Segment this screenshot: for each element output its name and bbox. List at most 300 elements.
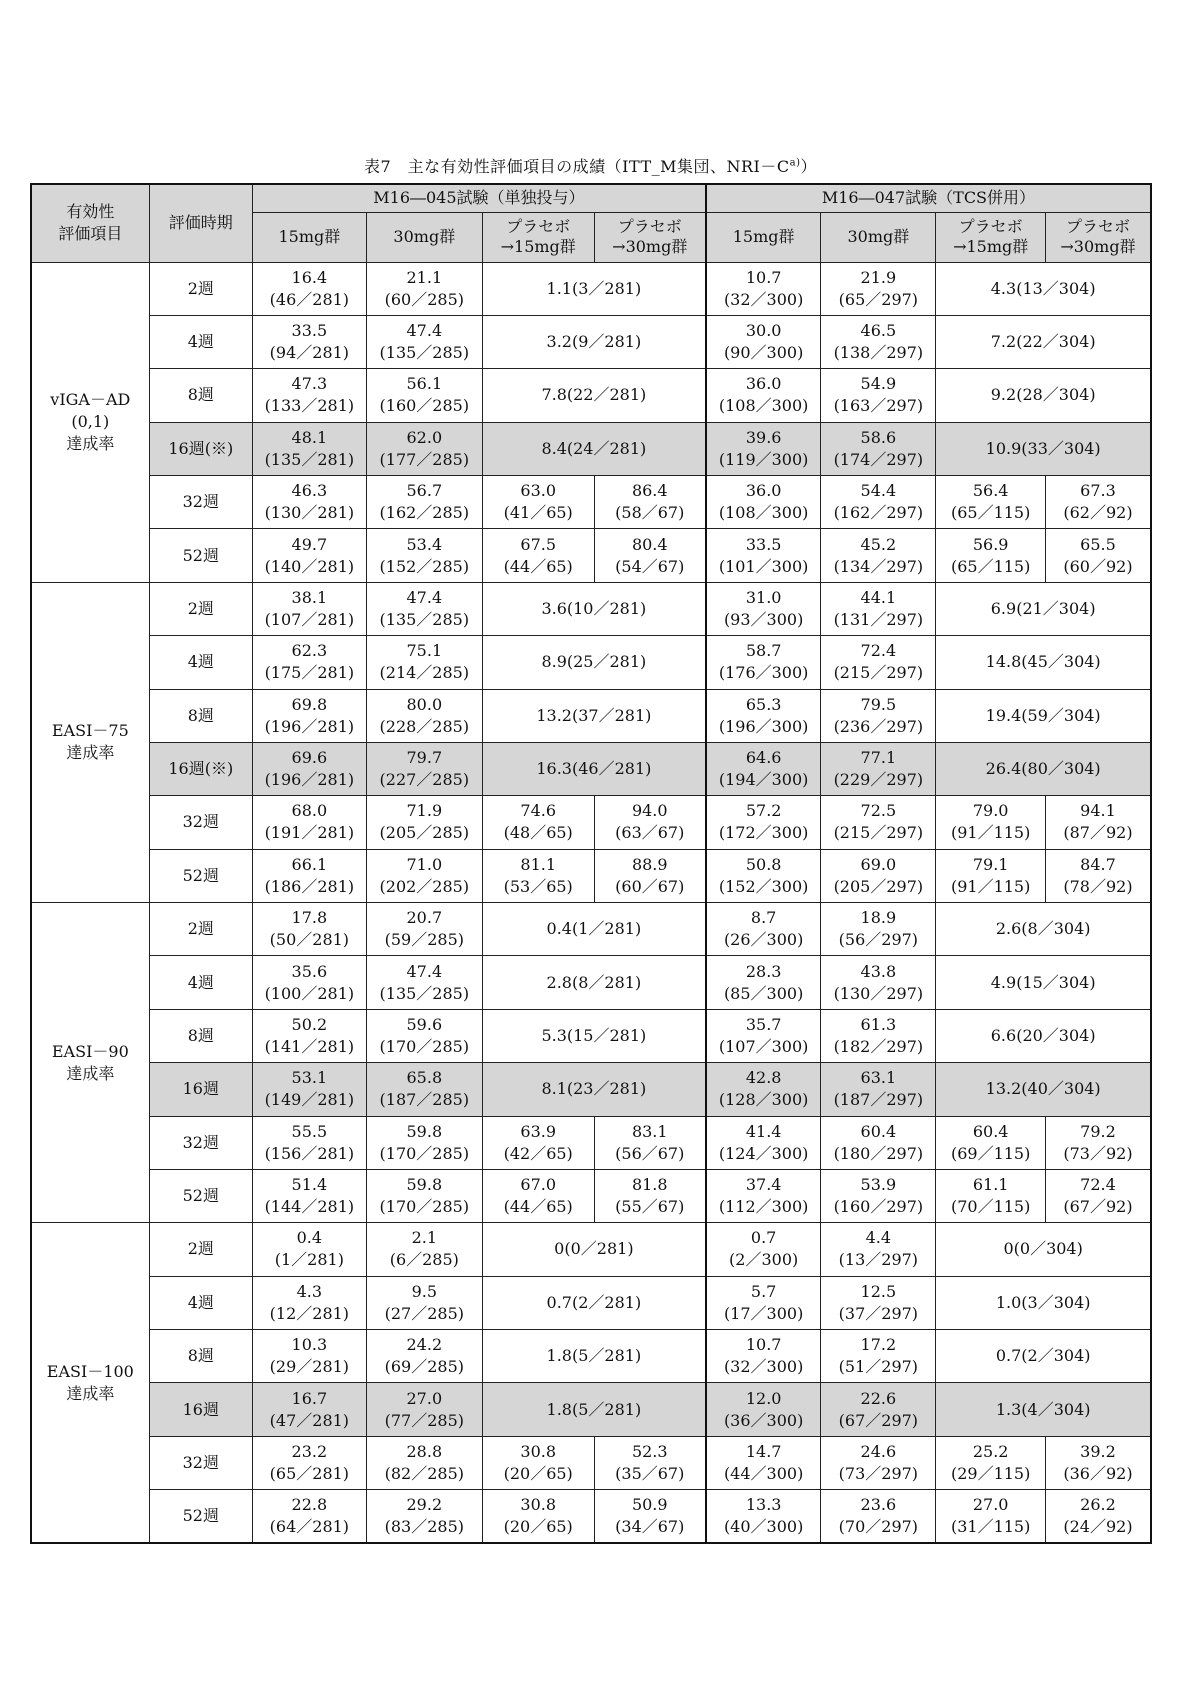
percent-value: 56.4 [972, 481, 1009, 501]
count-ratio: (128／300) [718, 1090, 809, 1110]
percent-value: 67.5 [520, 534, 557, 554]
percent-value: 30.0 [745, 321, 782, 341]
count-ratio: (236／297) [833, 716, 924, 736]
count-ratio: (46／281) [269, 289, 350, 309]
percent-value: 21.9 [860, 267, 897, 287]
value-cell [482, 796, 594, 849]
timepoint-label: 2週 [149, 1223, 252, 1276]
percent-value: 4.3 [296, 1281, 323, 1301]
count-ratio: (47／281) [269, 1410, 350, 1430]
count-ratio: (130／281) [264, 503, 355, 523]
value-cell [821, 903, 936, 956]
header-group-7: プラセボ →30mg群 [1045, 212, 1151, 262]
count-ratio: (215／297) [833, 823, 924, 843]
count-ratio: (85／300) [723, 983, 804, 1003]
placebo-value-cell: 2.8(8／281) [482, 956, 706, 1009]
percent-value: 50.2 [291, 1014, 328, 1034]
percent-value: 59.8 [406, 1121, 443, 1141]
percent-value: 66.1 [291, 854, 328, 874]
timepoint-label: 2週 [149, 903, 252, 956]
timepoint-label: 4週 [149, 636, 252, 689]
value-cell [252, 315, 366, 368]
count-ratio: (134／297) [833, 556, 924, 576]
endpoint-label: EASI－100 達成率 [31, 1223, 149, 1543]
count-ratio: (131／297) [833, 609, 924, 629]
value-cell [252, 369, 366, 422]
placebo-value-cell: 7.8(22／281) [482, 369, 706, 422]
placebo-value-cell: 0(0／281) [482, 1223, 706, 1276]
value-cell [252, 262, 366, 315]
value-cell [706, 422, 821, 475]
percent-value: 28.8 [406, 1441, 443, 1461]
value-cell [821, 1116, 936, 1169]
value-cell [594, 529, 706, 582]
placebo-value-cell: 2.6(8／304) [936, 903, 1151, 956]
value-cell [1045, 1116, 1151, 1169]
count-ratio: (156／281) [264, 1143, 355, 1163]
percent-value: 52.3 [631, 1441, 668, 1461]
header-study-045: M16―045試験（単独投与） [252, 184, 706, 212]
percent-value: 65.5 [1080, 534, 1116, 554]
placebo-value-cell: 6.9(21／304) [936, 582, 1151, 635]
value-cell [252, 1223, 366, 1276]
caption-text: 表7 主な有効性評価項目の成績（ITT_M集団、NRI－C [363, 157, 790, 176]
table-row [31, 1116, 1151, 1169]
count-ratio: (6／285) [389, 1250, 459, 1270]
endpoint-label: vIGA－AD (0,1) 達成率 [31, 262, 149, 582]
count-ratio: (65／115) [950, 556, 1031, 576]
value-cell [706, 796, 821, 849]
percent-value: 55.5 [291, 1121, 328, 1141]
value-cell [706, 262, 821, 315]
count-ratio: (196／300) [718, 716, 809, 736]
value-cell [821, 956, 936, 1009]
value-cell [252, 1436, 366, 1489]
count-ratio: (205／297) [833, 876, 924, 896]
percent-value: 61.3 [860, 1014, 897, 1034]
value-cell [706, 1276, 821, 1329]
percent-value: 67.3 [1080, 481, 1116, 501]
percent-value: 25.2 [972, 1441, 1009, 1461]
count-ratio: (172／300) [718, 823, 809, 843]
value-cell [252, 529, 366, 582]
value-cell [706, 529, 821, 582]
count-ratio: (141／281) [264, 1036, 355, 1056]
count-ratio: (53／65) [503, 876, 573, 896]
count-ratio: (13／297) [838, 1250, 919, 1270]
percent-value: 65.8 [406, 1068, 443, 1088]
value-cell [366, 262, 482, 315]
value-cell [366, 1276, 482, 1329]
count-ratio: (60／67) [615, 876, 685, 896]
count-ratio: (40／300) [723, 1517, 804, 1537]
value-cell [482, 1116, 594, 1169]
count-ratio: (51／297) [838, 1357, 919, 1377]
placebo-value-cell: 16.3(46／281) [482, 742, 706, 795]
count-ratio: (44／65) [503, 1197, 573, 1217]
count-ratio: (90／300) [723, 343, 804, 363]
percent-value: 41.4 [745, 1121, 782, 1141]
count-ratio: (42／65) [503, 1143, 573, 1163]
table-row [31, 1169, 1151, 1222]
count-ratio: (94／281) [269, 343, 350, 363]
placebo-value-cell: 19.4(59／304) [936, 689, 1151, 742]
count-ratio: (17／300) [723, 1303, 804, 1323]
value-cell [366, 689, 482, 742]
timepoint-label: 4週 [149, 315, 252, 368]
count-ratio: (144／281) [264, 1197, 355, 1217]
percent-value: 14.7 [745, 1441, 782, 1461]
timepoint-label: 8週 [149, 1009, 252, 1062]
percent-value: 68.0 [291, 801, 328, 821]
percent-value: 74.6 [520, 801, 557, 821]
percent-value: 54.9 [860, 374, 897, 394]
percent-value: 44.1 [860, 587, 897, 607]
placebo-value-cell: 26.4(80／304) [936, 742, 1151, 795]
timepoint-label: 52週 [149, 849, 252, 902]
efficacy-results-table [30, 183, 1152, 1544]
count-ratio: (93／300) [723, 609, 804, 629]
count-ratio: (177／285) [379, 449, 470, 469]
value-cell [252, 742, 366, 795]
percent-value: 10.3 [291, 1335, 328, 1355]
table-row [31, 369, 1151, 422]
percent-value: 51.4 [291, 1175, 328, 1195]
placebo-value-cell: 4.9(15／304) [936, 956, 1151, 1009]
value-cell [821, 262, 936, 315]
placebo-value-cell: 6.6(20／304) [936, 1009, 1151, 1062]
count-ratio: (124／300) [718, 1143, 809, 1163]
percent-value: 79.7 [406, 748, 443, 768]
count-ratio: (228／285) [379, 716, 470, 736]
count-ratio: (174／297) [833, 449, 924, 469]
value-cell [366, 956, 482, 1009]
count-ratio: (152／285) [379, 556, 470, 576]
count-ratio: (69／115) [950, 1143, 1031, 1163]
value-cell [706, 1490, 821, 1543]
timepoint-label: 52週 [149, 529, 252, 582]
count-ratio: (133／281) [264, 396, 355, 416]
count-ratio: (170／285) [379, 1143, 470, 1163]
percent-value: 30.8 [520, 1441, 557, 1461]
count-ratio: (69／285) [384, 1357, 464, 1377]
percent-value: 54.4 [860, 481, 897, 501]
value-cell [252, 1063, 366, 1116]
count-ratio: (60／92) [1063, 556, 1133, 576]
count-ratio: (135／285) [379, 983, 470, 1003]
count-ratio: (65／281) [269, 1463, 350, 1483]
count-ratio: (87／92) [1063, 823, 1133, 843]
percent-value: 47.4 [406, 321, 443, 341]
table-row [31, 1276, 1151, 1329]
percent-value: 16.7 [291, 1388, 328, 1408]
percent-value: 12.5 [860, 1281, 897, 1301]
value-cell [594, 1116, 706, 1169]
count-ratio: (1／281) [274, 1250, 344, 1270]
timepoint-label: 8週 [149, 369, 252, 422]
percent-value: 10.7 [745, 267, 782, 287]
value-cell [821, 422, 936, 475]
count-ratio: (65／297) [838, 289, 919, 309]
header-study-047: M16―047試験（TCS併用） [706, 184, 1151, 212]
count-ratio: (70／297) [838, 1517, 919, 1537]
percent-value: 56.1 [406, 374, 443, 394]
percent-value: 18.9 [860, 908, 897, 928]
value-cell [594, 849, 706, 902]
percent-value: 81.1 [520, 854, 557, 874]
count-ratio: (202／285) [379, 876, 470, 896]
value-cell [936, 1436, 1046, 1489]
placebo-value-cell: 7.2(22／304) [936, 315, 1151, 368]
count-ratio: (215／297) [833, 663, 924, 683]
value-cell [252, 1276, 366, 1329]
timepoint-label: 2週 [149, 582, 252, 635]
count-ratio: (54／67) [615, 556, 685, 576]
count-ratio: (187／285) [379, 1090, 470, 1110]
count-ratio: (34／67) [615, 1517, 685, 1537]
value-cell [252, 796, 366, 849]
percent-value: 57.2 [745, 801, 782, 821]
value-cell [821, 1169, 936, 1222]
percent-value: 72.4 [860, 641, 897, 661]
percent-value: 50.9 [631, 1495, 668, 1515]
count-ratio: (83／285) [384, 1517, 464, 1537]
value-cell [706, 476, 821, 529]
table-caption [0, 154, 1181, 177]
percent-value: 0.7 [750, 1228, 777, 1248]
count-ratio: (196／281) [264, 770, 355, 790]
percent-value: 17.8 [291, 908, 328, 928]
value-cell [706, 315, 821, 368]
percent-value: 79.1 [972, 854, 1009, 874]
timepoint-label: 4週 [149, 956, 252, 1009]
value-cell [366, 636, 482, 689]
percent-value: 43.8 [860, 961, 897, 981]
value-cell [821, 369, 936, 422]
percent-value: 46.3 [291, 481, 328, 501]
value-cell [366, 582, 482, 635]
value-cell [482, 849, 594, 902]
value-cell [706, 636, 821, 689]
value-cell [482, 1436, 594, 1489]
placebo-value-cell: 8.4(24／281) [482, 422, 706, 475]
count-ratio: (138／297) [833, 343, 924, 363]
percent-value: 30.8 [520, 1495, 557, 1515]
count-ratio: (160／285) [379, 396, 470, 416]
percent-value: 80.0 [406, 694, 443, 714]
value-cell [252, 849, 366, 902]
value-cell [936, 849, 1046, 902]
count-ratio: (196／281) [264, 716, 355, 736]
percent-value: 37.4 [745, 1175, 782, 1195]
table-row [31, 1330, 1151, 1383]
count-ratio: (135／281) [264, 449, 355, 469]
percent-value: 36.0 [745, 481, 782, 501]
percent-value: 62.0 [406, 427, 443, 447]
value-cell [366, 1223, 482, 1276]
percent-value: 35.6 [291, 961, 328, 981]
count-ratio: (149／281) [264, 1090, 355, 1110]
value-cell [936, 476, 1046, 529]
placebo-value-cell: 1.8(5／281) [482, 1383, 706, 1436]
percent-value: 94.1 [1080, 801, 1116, 821]
percent-value: 86.4 [631, 481, 668, 501]
count-ratio: (29／281) [269, 1357, 350, 1377]
timepoint-label: 8週 [149, 689, 252, 742]
count-ratio: (227／285) [379, 770, 470, 790]
percent-value: 8.7 [750, 908, 777, 928]
count-ratio: (112／300) [718, 1197, 809, 1217]
percent-value: 71.9 [406, 801, 443, 821]
count-ratio: (32／300) [723, 1357, 804, 1377]
count-ratio: (2／300) [729, 1250, 799, 1270]
count-ratio: (44／300) [723, 1463, 804, 1483]
table-row [31, 1223, 1151, 1276]
percent-value: 16.4 [291, 267, 328, 287]
value-cell [821, 1436, 936, 1489]
value-cell [706, 903, 821, 956]
percent-value: 0.4 [296, 1228, 323, 1248]
endpoint-label: EASI－75 達成率 [31, 582, 149, 902]
placebo-value-cell: 1.3(4／304) [936, 1383, 1151, 1436]
value-cell [252, 1009, 366, 1062]
percent-value: 47.4 [406, 961, 443, 981]
percent-value: 77.1 [860, 748, 897, 768]
percent-value: 62.3 [291, 641, 328, 661]
value-cell [594, 476, 706, 529]
value-cell [1045, 796, 1151, 849]
value-cell [706, 369, 821, 422]
value-cell [252, 1330, 366, 1383]
table-row [31, 476, 1151, 529]
percent-value: 31.0 [745, 587, 782, 607]
count-ratio: (187／297) [833, 1090, 924, 1110]
value-cell [821, 582, 936, 635]
count-ratio: (26／300) [723, 930, 804, 950]
count-ratio: (176／300) [718, 663, 809, 683]
percent-value: 47.4 [406, 587, 443, 607]
count-ratio: (65／115) [950, 503, 1031, 523]
percent-value: 80.4 [631, 534, 668, 554]
percent-value: 63.9 [520, 1121, 557, 1141]
table-row [31, 636, 1151, 689]
percent-value: 27.0 [972, 1495, 1009, 1515]
percent-value: 65.3 [745, 694, 782, 714]
table-row [31, 422, 1151, 475]
count-ratio: (31／115) [950, 1517, 1031, 1537]
value-cell [366, 742, 482, 795]
placebo-value-cell: 1.1(3／281) [482, 262, 706, 315]
percent-value: 4.4 [865, 1228, 892, 1248]
value-cell [252, 636, 366, 689]
count-ratio: (37／297) [838, 1303, 919, 1323]
endpoint-label: EASI－90 達成率 [31, 903, 149, 1223]
count-ratio: (50／281) [269, 930, 350, 950]
value-cell [1045, 476, 1151, 529]
percent-value: 64.6 [745, 748, 782, 768]
percent-value: 61.1 [972, 1175, 1009, 1195]
percent-value: 50.8 [745, 854, 782, 874]
value-cell [252, 1490, 366, 1543]
count-ratio: (73／92) [1063, 1143, 1133, 1163]
count-ratio: (130／297) [833, 983, 924, 1003]
count-ratio: (194／300) [718, 770, 809, 790]
count-ratio: (191／281) [264, 823, 355, 843]
percent-value: 59.6 [406, 1014, 443, 1034]
table-row [31, 262, 1151, 315]
table-row [31, 956, 1151, 1009]
count-ratio: (59／285) [384, 930, 464, 950]
value-cell [821, 529, 936, 582]
value-cell [706, 849, 821, 902]
percent-value: 79.0 [972, 801, 1009, 821]
value-cell [821, 1490, 936, 1543]
value-cell [594, 796, 706, 849]
value-cell [366, 1116, 482, 1169]
value-cell [821, 1330, 936, 1383]
timepoint-label: 16週 [149, 1383, 252, 1436]
table-row [31, 903, 1151, 956]
percent-value: 63.1 [860, 1068, 897, 1088]
count-ratio: (56／297) [838, 930, 919, 950]
header-group-4: 15mg群 [706, 212, 821, 262]
value-cell [366, 315, 482, 368]
count-ratio: (229／297) [833, 770, 924, 790]
value-cell [366, 849, 482, 902]
count-ratio: (186／281) [264, 876, 355, 896]
value-cell [706, 1436, 821, 1489]
placebo-value-cell: 3.6(10／281) [482, 582, 706, 635]
value-cell [706, 1383, 821, 1436]
placebo-value-cell: 0.7(2／304) [936, 1330, 1151, 1383]
value-cell [821, 689, 936, 742]
header-group-5: 30mg群 [821, 212, 936, 262]
percent-value: 56.9 [972, 534, 1009, 554]
value-cell [252, 582, 366, 635]
table-row [31, 742, 1151, 795]
value-cell [1045, 1490, 1151, 1543]
percent-value: 35.7 [745, 1014, 782, 1034]
count-ratio: (91／115) [950, 876, 1031, 896]
value-cell [1045, 849, 1151, 902]
percent-value: 79.2 [1080, 1121, 1116, 1141]
count-ratio: (20／65) [503, 1517, 573, 1537]
percent-value: 49.7 [291, 534, 328, 554]
value-cell [936, 529, 1046, 582]
percent-value: 22.6 [860, 1388, 897, 1408]
table-row [31, 582, 1151, 635]
percent-value: 60.4 [860, 1121, 897, 1141]
count-ratio: (44／65) [503, 556, 573, 576]
value-cell [366, 476, 482, 529]
header-timepoint: 評価時期 [149, 184, 252, 262]
value-cell [706, 742, 821, 795]
placebo-value-cell: 14.8(45／304) [936, 636, 1151, 689]
table-row [31, 1490, 1151, 1543]
caption-close: ） [800, 157, 818, 176]
timepoint-label: 16週(※) [149, 422, 252, 475]
count-ratio: (70／115) [950, 1197, 1031, 1217]
value-cell [706, 1169, 821, 1222]
value-cell [821, 315, 936, 368]
value-cell [366, 903, 482, 956]
count-ratio: (182／297) [833, 1036, 924, 1056]
count-ratio: (64／281) [269, 1517, 350, 1537]
percent-value: 63.0 [520, 481, 557, 501]
caption-footnote-marker: a) [789, 157, 801, 169]
count-ratio: (36／92) [1063, 1463, 1133, 1483]
percent-value: 84.7 [1080, 854, 1116, 874]
